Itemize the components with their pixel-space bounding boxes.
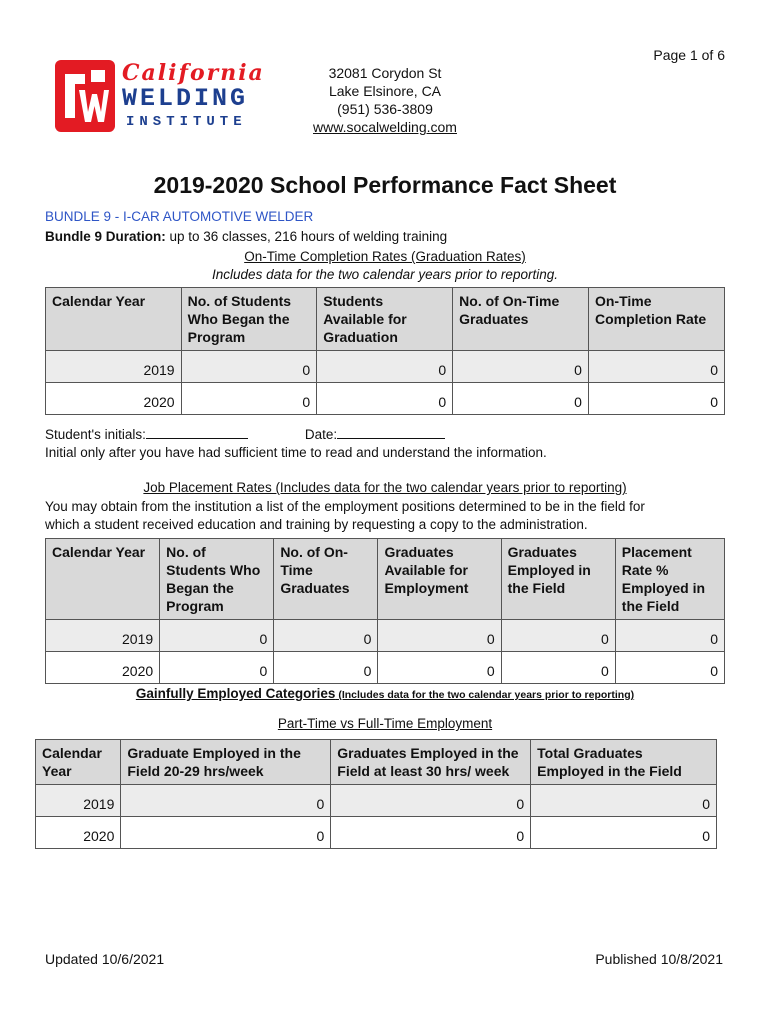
table-header: Graduates Employed in the Field — [501, 539, 615, 620]
table-cell: 0 — [317, 383, 453, 415]
gainful-heading — [0, 686, 770, 701]
table-cell: 0 — [615, 652, 724, 684]
initials-line — [45, 426, 445, 442]
table-cell: 0 — [331, 785, 531, 817]
address-phone: (951) 536-3809 — [337, 101, 433, 117]
table-cell: 0 — [121, 817, 331, 849]
table-header: Students Available for Graduation — [317, 288, 453, 351]
completion-table — [45, 287, 725, 415]
duration-label: Bundle 9 Duration: — [45, 229, 166, 244]
address-website-link[interactable]: www.socalwelding.com — [313, 119, 457, 135]
school-logo — [55, 60, 265, 132]
completion-heading: On-Time Completion Rates (Graduation Rates) — [244, 249, 526, 264]
table-cell: 0 — [378, 620, 501, 652]
placement-line2: which a student received education and training by requesting a copy to the administration. — [45, 517, 588, 532]
table-header-row — [46, 539, 725, 620]
duration-text: up to 36 classes, 216 hours of welding training — [165, 229, 448, 244]
table-cell: 0 — [160, 652, 274, 684]
table-cell: 0 — [331, 817, 531, 849]
initials-note: Initial only after you have had sufficient time to read and understand the information. — [45, 445, 547, 460]
completion-subheading: Includes data for the two calendar years prior to reporting. — [212, 267, 558, 282]
table-cell: 0 — [121, 785, 331, 817]
parttime-table — [35, 739, 717, 849]
table-header: No. of On-Time Graduates — [274, 539, 378, 620]
table-row — [46, 652, 725, 684]
cwi-logo-icon — [55, 60, 115, 132]
bundle-duration — [45, 229, 447, 244]
logo-text-california: California — [122, 60, 265, 86]
table-cell: 0 — [181, 383, 317, 415]
published-date: Published 10/8/2021 — [595, 951, 723, 967]
table-cell: 0 — [160, 620, 274, 652]
table-row — [36, 785, 717, 817]
table-header: Calendar Year — [36, 740, 121, 785]
logo-text-institute: INSTITUTE — [126, 114, 247, 130]
table-cell: 0 — [317, 351, 453, 383]
table-cell: 2020 — [36, 817, 121, 849]
table-cell: 0 — [588, 351, 724, 383]
address-street: 32081 Corydon St — [328, 65, 442, 81]
table-cell: 0 — [531, 785, 717, 817]
table-row — [46, 383, 725, 415]
table-cell: 0 — [181, 351, 317, 383]
table-header: Total Graduates Employed in the Field — [531, 740, 717, 785]
page-number: Page 1 of 6 — [653, 47, 725, 63]
table-header: On-Time Completion Rate — [588, 288, 724, 351]
table-header-row — [36, 740, 717, 785]
table-header: Graduates Available for Employment — [378, 539, 501, 620]
table-header: Placement Rate % Employed in the Field — [615, 539, 724, 620]
table-cell: 0 — [274, 620, 378, 652]
table-header: No. of Students Who Began the Program — [160, 539, 274, 620]
initials-label: Student's initials: — [45, 427, 146, 442]
table-cell: 0 — [588, 383, 724, 415]
table-cell: 2019 — [46, 620, 160, 652]
table-cell: 0 — [501, 652, 615, 684]
table-cell: 0 — [274, 652, 378, 684]
table-cell: 2019 — [36, 785, 121, 817]
school-address — [290, 64, 480, 136]
table-header: Graduate Employed in the Field 20-29 hrs/week — [121, 740, 331, 785]
table-header: No. of Students Who Began the Program — [181, 288, 317, 351]
date-label: Date: — [304, 427, 338, 442]
table-row — [46, 351, 725, 383]
page-title: 2019-2020 School Performance Fact Sheet — [153, 172, 617, 198]
date-blank[interactable] — [337, 426, 445, 439]
parttime-heading: Part-Time vs Full-Time Employment — [277, 716, 493, 731]
logo-text-welding: WELDING — [122, 84, 249, 113]
table-cell: 0 — [453, 351, 589, 383]
table-header-row — [46, 288, 725, 351]
table-cell: 0 — [615, 620, 724, 652]
placement-heading: Job Placement Rates (Includes data for the two calendar years prior to reporting) — [143, 480, 627, 495]
placement-line1: You may obtain from the institution a list of the employment positions determined to be in the field for — [45, 499, 645, 514]
table-cell: 0 — [378, 652, 501, 684]
table-cell: 0 — [501, 620, 615, 652]
updated-date: Updated 10/6/2021 — [45, 951, 165, 967]
table-header: Calendar Year — [46, 539, 160, 620]
table-cell: 2020 — [46, 652, 160, 684]
table-row — [36, 817, 717, 849]
table-cell: 0 — [453, 383, 589, 415]
bundle-name: BUNDLE 9 - I-CAR AUTOMOTIVE WELDER — [45, 209, 314, 224]
table-header: Graduates Employed in the Field at least 30 hrs/ week — [331, 740, 531, 785]
table-header: No. of On-Time Graduates — [453, 288, 589, 351]
address-city: Lake Elsinore, CA — [328, 83, 442, 99]
gainful-title: Gainfully Employed Categories — [135, 686, 336, 701]
table-cell: 2020 — [46, 383, 182, 415]
gainful-note: (Includes data for the two calendar years prior to reporting) — [335, 689, 635, 701]
table-header: Calendar Year — [46, 288, 182, 351]
table-cell: 0 — [531, 817, 717, 849]
table-row — [46, 620, 725, 652]
table-cell: 2019 — [46, 351, 182, 383]
initials-blank[interactable] — [146, 426, 248, 439]
placement-table — [45, 538, 725, 684]
